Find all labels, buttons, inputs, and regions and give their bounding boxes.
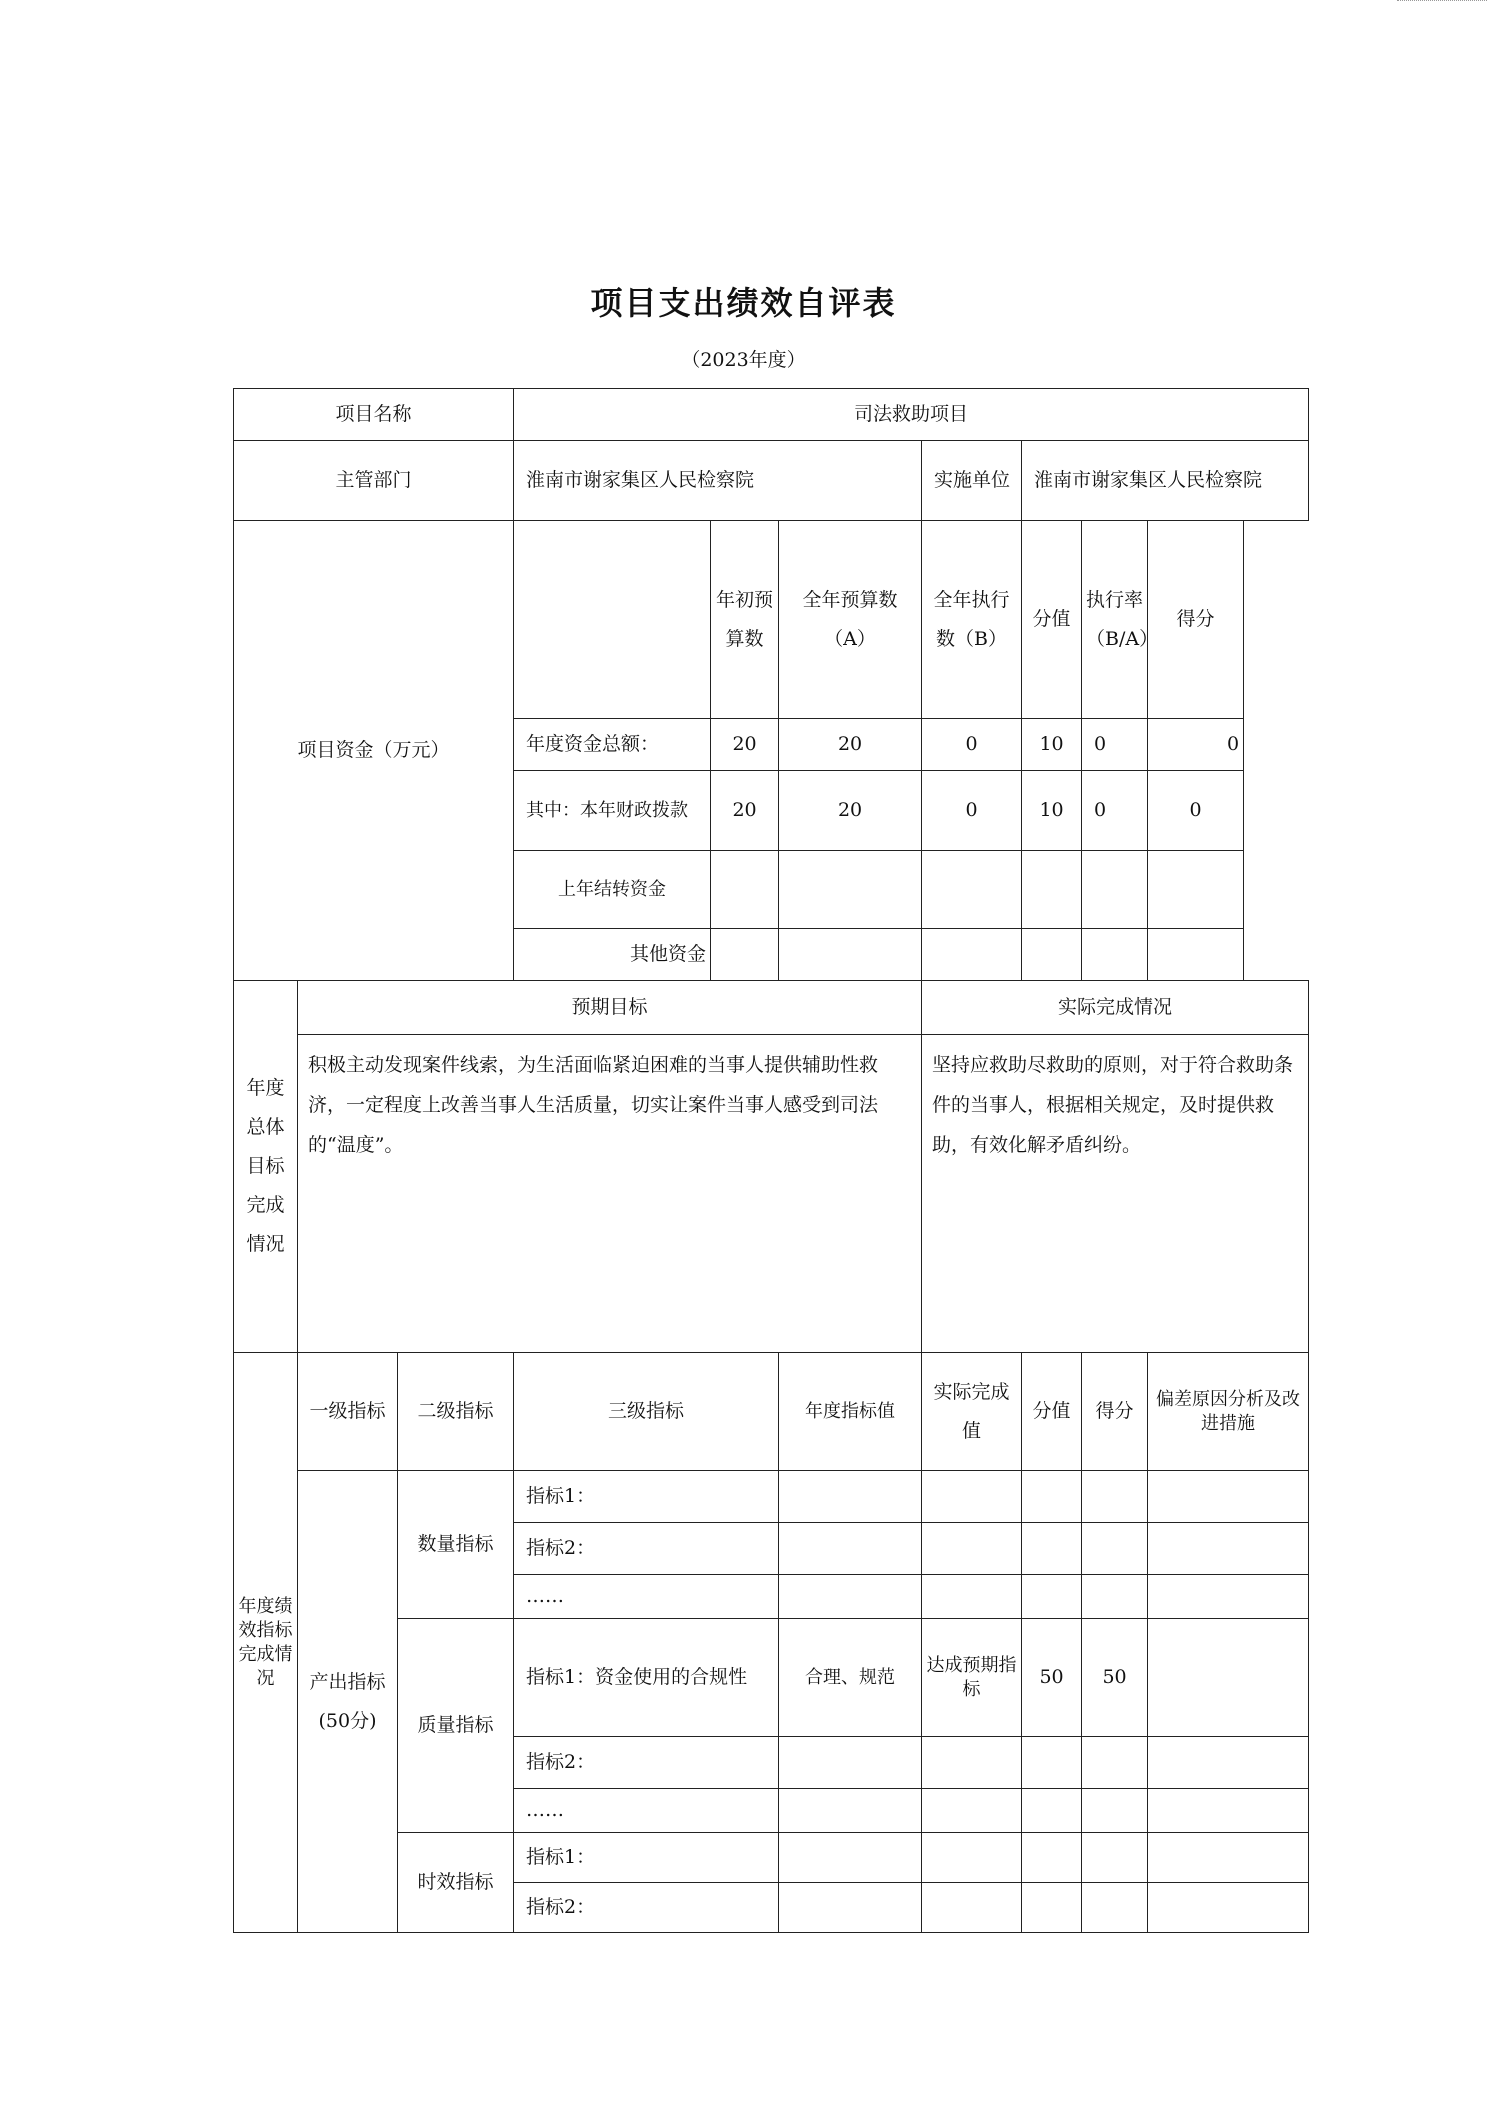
indicators-label: 年度绩效指标完成情况 — [234, 1353, 298, 1933]
output-indicator-label — [298, 1471, 398, 1933]
funds-cell — [922, 929, 1022, 981]
dept-value: 淮南市谢家集区人民检察院 — [514, 441, 922, 521]
funds-cell: 20 — [711, 771, 779, 851]
funds-cell: 20 — [711, 719, 779, 771]
header-level2: 二级指标 — [398, 1353, 514, 1471]
funds-row-label: 其他资金 — [514, 929, 711, 981]
quality-indicator: …… — [514, 1789, 779, 1833]
header-annual-budget: 全年预算数（A） — [779, 521, 922, 719]
output-points: (50分) — [318, 1709, 377, 1732]
project-name-value: 司法救助项目 — [514, 389, 1309, 441]
header-exec-rate: 执行率（B/A） — [1082, 521, 1148, 719]
funds-cell: 10 — [1022, 719, 1082, 771]
funds-row-label: 上年结转资金 — [514, 851, 711, 929]
header-ind-score-value: 分值 — [1022, 1353, 1082, 1471]
quantity-indicator: …… — [514, 1575, 779, 1619]
quality-target: 合理、规范 — [779, 1619, 922, 1737]
impl-label: 实施单位 — [922, 441, 1022, 521]
timeliness-indicator: 指标1： — [514, 1833, 779, 1883]
funds-cell — [1082, 929, 1148, 981]
funds-cell — [711, 929, 779, 981]
goals-label: 年度总体目标完成情况 — [234, 981, 298, 1353]
header-level1: 一级指标 — [298, 1353, 398, 1471]
header-target: 年度指标值 — [779, 1353, 922, 1471]
funds-cell — [779, 929, 922, 981]
funds-cell: 0 — [1082, 719, 1148, 771]
funds-cell: 0 — [922, 719, 1022, 771]
funds-cell — [922, 851, 1022, 929]
funds-header-blank — [514, 521, 711, 719]
funds-cell — [1022, 929, 1082, 981]
header-initial-budget: 年初预算数 — [711, 521, 779, 719]
funds-cell: 0 — [1148, 719, 1244, 771]
timeliness-indicator: 指标2： — [514, 1883, 779, 1933]
header-score-value: 分值 — [1022, 521, 1082, 719]
header-executed: 全年执行数（B） — [922, 521, 1022, 719]
quantity-indicator: 指标1： — [514, 1471, 779, 1523]
funds-cell: 20 — [779, 771, 922, 851]
output-label: 产出指标 — [309, 1670, 386, 1693]
funds-cell: 20 — [779, 719, 922, 771]
funds-cell — [1148, 851, 1244, 929]
quality-score: 50 — [1082, 1619, 1148, 1737]
header-deviation: 偏差原因分析及改进措施 — [1148, 1353, 1309, 1471]
quality-indicator: 指标2： — [514, 1737, 779, 1789]
year-subtitle: （2023年度） — [681, 349, 806, 371]
timeliness-label: 时效指标 — [398, 1833, 514, 1933]
quantity-indicator: 指标2： — [514, 1523, 779, 1575]
funds-cell — [779, 851, 922, 929]
expected-goal-header: 预期目标 — [298, 981, 922, 1035]
header-ind-score: 得分 — [1082, 1353, 1148, 1471]
funds-cell — [1022, 851, 1082, 929]
funds-cell: 0 — [1148, 771, 1244, 851]
funds-cell: 0 — [922, 771, 1022, 851]
funds-row-label: 其中：本年财政拨款 — [514, 771, 711, 851]
funds-cell — [1082, 851, 1148, 929]
funds-cell — [711, 851, 779, 929]
impl-value: 淮南市谢家集区人民检察院 — [1022, 441, 1309, 521]
quality-score-value: 50 — [1022, 1619, 1082, 1737]
page-title: 项目支出绩效自评表 — [590, 284, 897, 322]
funds-cell: 0 — [1082, 771, 1148, 851]
self-evaluation-table — [233, 388, 1309, 1933]
header-actual: 实际完成值 — [922, 1353, 1022, 1471]
dept-label: 主管部门 — [234, 441, 514, 521]
funds-cell — [1148, 929, 1244, 981]
quality-actual: 达成预期指标 — [922, 1619, 1022, 1737]
project-name-label: 项目名称 — [234, 389, 514, 441]
quality-label: 质量指标 — [398, 1619, 514, 1833]
actual-result-header: 实际完成情况 — [922, 981, 1309, 1035]
funds-label: 项目资金（万元） — [234, 521, 514, 981]
header-level3: 三级指标 — [514, 1353, 779, 1471]
funds-row-label: 年度资金总额： — [514, 719, 711, 771]
actual-result-text: 坚持应救助尽救助的原则，对于符合救助条件的当事人，根据相关规定，及时提供救助，有效化解矛盾纠纷。 — [922, 1035, 1309, 1353]
quantity-label: 数量指标 — [398, 1471, 514, 1619]
header-score: 得分 — [1148, 521, 1244, 719]
quality-indicator: 指标1：资金使用的合规性 — [514, 1619, 779, 1737]
expected-goal-text: 积极主动发现案件线索，为生活面临紧迫困难的当事人提供辅助性救济，一定程度上改善当事人生活质量，切实让案件当事人感受到司法的“温度”。 — [298, 1035, 922, 1353]
scan-artifact — [1397, 0, 1487, 15]
funds-cell: 10 — [1022, 771, 1082, 851]
